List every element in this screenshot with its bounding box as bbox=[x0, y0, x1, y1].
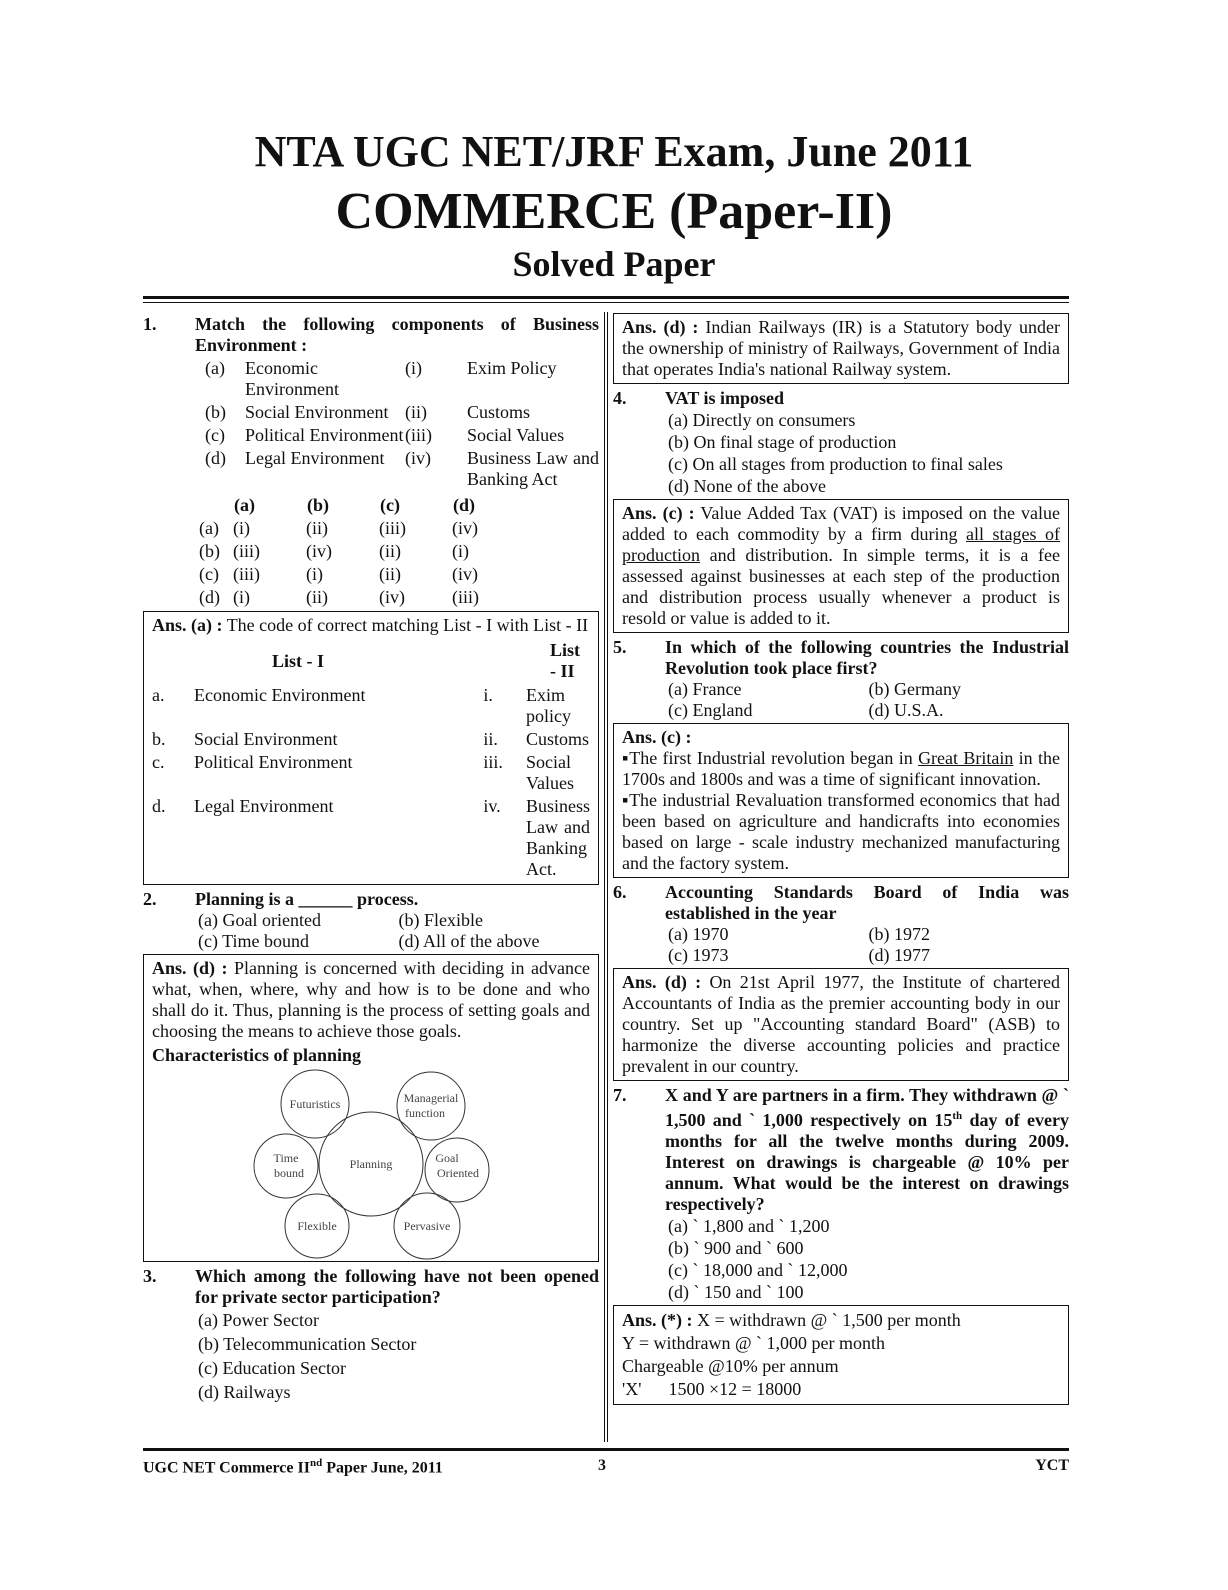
question-number: 6. bbox=[613, 882, 627, 902]
svg-text:Oriented: Oriented bbox=[437, 1166, 479, 1180]
answer-codes-table: (a) (b) (c) (d) (a) (i) (ii) (iii) (iv) (b) (iii) (iv) (ii) (i) (c) (iii) (i) (ii) (iv) (d) (i) (ii) (iv) (iii) bbox=[199, 494, 525, 609]
question-6 bbox=[613, 882, 1069, 924]
question-number: 4. bbox=[613, 388, 627, 408]
option: (c) ` 18,000 and ` 12,000 bbox=[668, 1260, 848, 1280]
code-row: (a) (i) (ii) (iii) (iv) bbox=[199, 518, 478, 538]
bullet-point: ▪ The industrial Revaluation transformed economics that had been based on agriculture and handicrafts into economies based on large - scale industry mechanized manufacturing and the factory system. bbox=[622, 790, 1060, 874]
question-number: 5. bbox=[613, 637, 627, 657]
code-row: (d) (i) (ii) (iv) (iii) bbox=[199, 587, 479, 607]
option: (b) Germany bbox=[868, 679, 961, 699]
answer-box-4: Ans. (c) : Value Added Tax (VAT) is imposed on the value added to each commodity by a firm during all stages of production and distribution. In simple terms, it is a fee assessed against businesses at each step of the production and distribution process usually whenever a product is resold or value is added to it. bbox=[613, 499, 1069, 633]
answer-text: Planning is concerned with deciding in advance what, when, where, why and how is to be done and who shall do it. Thus, planning is the process of setting goals and choosing the means to achieve those goals. bbox=[152, 958, 590, 1041]
question-3 bbox=[143, 1266, 599, 1308]
question-text: Accounting Standards Board of India was established in the year bbox=[665, 882, 1069, 923]
list-row: c. Political Environment iii. Social Values bbox=[152, 752, 574, 793]
answer-label: Ans. (d) : bbox=[622, 317, 699, 337]
answer-box-6 bbox=[613, 968, 1069, 1081]
answer-box-1 bbox=[143, 611, 599, 885]
match-row: (b) Social Environment (ii) Customs bbox=[205, 402, 531, 422]
left-column bbox=[143, 312, 599, 1404]
answer-text: On 21st April 1977, the Institute of chartered Accountants of India as the premier accounting body in our country. Set up "Accounting standard Board" (ASB) to harmonize the diverse accounting policies and practice prevalent in our country. bbox=[622, 972, 1060, 1076]
column-separator bbox=[604, 312, 608, 1442]
answer-box-2 bbox=[143, 954, 599, 1262]
answer-label: Ans. (c) : bbox=[622, 503, 695, 523]
options-q5 bbox=[668, 679, 1069, 721]
characteristics-heading: Characteristics of planning bbox=[152, 1045, 361, 1065]
right-column bbox=[613, 312, 1069, 1409]
list-row: b. Social Environment ii. Customs bbox=[152, 729, 590, 749]
match-row: (c) Political Environment (iii) Social Values bbox=[205, 425, 565, 445]
answer-text: The code of correct matching List - I with List - II bbox=[226, 615, 589, 635]
question-2 bbox=[143, 889, 599, 910]
bullet-point: ▪ The first Industrial revolution began in Great Britain in the 1700s and 1800s and was a time of significant innovation. bbox=[622, 748, 1060, 790]
question-7 bbox=[613, 1085, 1069, 1215]
options-q7 bbox=[668, 1215, 1069, 1303]
svg-text:Flexible: Flexible bbox=[297, 1219, 337, 1233]
option: (a) 1970 bbox=[668, 924, 729, 944]
option: (b) Flexible bbox=[398, 910, 483, 930]
svg-text:Goal: Goal bbox=[435, 1151, 459, 1165]
option: (a) Directly on consumers bbox=[668, 410, 856, 430]
match-row: (d) Legal Environment (iv) Business Law and Banking Act bbox=[205, 448, 599, 489]
header-rule-thin bbox=[143, 302, 1069, 303]
match-pairs bbox=[143, 358, 599, 490]
svg-text:function: function bbox=[405, 1106, 445, 1120]
header-rule bbox=[143, 296, 1069, 299]
question-text: Which among the following have not been opened for private sector participation? bbox=[195, 1266, 599, 1307]
option: (c) England bbox=[668, 700, 753, 720]
paper-subtitle: Solved Paper bbox=[512, 244, 716, 284]
page-footer bbox=[143, 1457, 1069, 1477]
option: (a) Power Sector bbox=[198, 1310, 319, 1330]
center-label: Planning bbox=[349, 1157, 393, 1171]
option: (b) Telecommunication Sector bbox=[198, 1334, 417, 1354]
answer-box-5 bbox=[613, 723, 1069, 878]
options-q2 bbox=[198, 910, 599, 952]
code-row: (b) (iii) (iv) (ii) (i) bbox=[199, 541, 469, 561]
answer-label: Ans. (d) : bbox=[622, 972, 702, 992]
answer-box-7: Ans. (*) : X = withdrawn @ ` 1,500 per month Y = withdrawn @ ` 1,000 per month Chargeable @10% per annum 'X' 1500 ×12 = 18000 bbox=[613, 1305, 1069, 1405]
question-number: 3. bbox=[143, 1266, 157, 1286]
code-row: (c) (iii) (i) (ii) (iv) bbox=[199, 564, 478, 584]
answer-label: Ans. (d) : bbox=[152, 958, 228, 978]
page-number: 3 bbox=[598, 1457, 606, 1474]
exam-title: NTA UGC NET/JRF Exam, June 2011 bbox=[254, 127, 974, 176]
footer-rule bbox=[143, 1448, 1069, 1451]
option: (c) Education Sector bbox=[198, 1358, 346, 1378]
option: (a) ` 1,800 and ` 1,200 bbox=[668, 1216, 830, 1236]
svg-text:Futuristics: Futuristics bbox=[289, 1097, 341, 1111]
answer-label: Ans. (a) : bbox=[152, 615, 223, 635]
footer-left: UGC NET Commerce IInd Paper June, 2011 bbox=[143, 1457, 443, 1477]
planning-diagram bbox=[271, 1068, 479, 1258]
question-text: Planning is a ______ process. bbox=[195, 889, 419, 909]
options-q4 bbox=[668, 409, 1069, 497]
option: (c) 1973 bbox=[668, 945, 729, 965]
question-text: VAT is imposed bbox=[665, 388, 785, 408]
option: (d) ` 150 and ` 100 bbox=[668, 1282, 804, 1302]
list-row: a. Economic Environment i. Exim policy bbox=[152, 685, 571, 726]
footer-publisher: YCT bbox=[1035, 1457, 1069, 1474]
question-text: X and Y are partners in a firm. They withdrawn @ ` 1,500 and ` 1,000 respectively on 15th day of every months for all the twelve months during 2009. Interest on drawings is chargeable @ 10% per annum. What would be the interest on drawings respectively? bbox=[665, 1085, 1069, 1214]
subject-title: COMMERCE (Paper-II) bbox=[335, 183, 893, 240]
answer-label: Ans. (c) : bbox=[622, 727, 692, 747]
option: (c) Time bound bbox=[198, 931, 310, 951]
question-text: Match the following components of Business Environment : bbox=[195, 314, 599, 355]
svg-text:bound: bound bbox=[274, 1166, 304, 1180]
question-number: 7. bbox=[613, 1085, 627, 1105]
option: (d) None of the above bbox=[668, 476, 826, 496]
question-text: In which of the following countries the Industrial Revolution took place first? bbox=[665, 637, 1069, 678]
option: (b) 1972 bbox=[868, 924, 930, 944]
option: (d) All of the above bbox=[398, 931, 540, 951]
question-number: 1. bbox=[143, 314, 157, 334]
answer-text: Indian Railways (IR) is a Statutory body under the ownership of ministry of Railways, Government of India that operates India's national Railway system. bbox=[622, 317, 1060, 379]
match-row: (a) Economic Environment (i) Exim Policy bbox=[205, 358, 557, 399]
option: (d) U.S.A. bbox=[868, 700, 944, 720]
option: (a) France bbox=[668, 679, 742, 699]
options-q3 bbox=[198, 1308, 599, 1404]
svg-text:Pervasive: Pervasive bbox=[403, 1219, 451, 1233]
question-4 bbox=[613, 388, 1069, 409]
option: (c) On all stages from production to final sales bbox=[668, 454, 1003, 474]
option: (a) Goal oriented bbox=[198, 910, 321, 930]
options-q6 bbox=[668, 924, 1069, 966]
question-number: 2. bbox=[143, 889, 157, 909]
option: (d) Railways bbox=[198, 1382, 291, 1402]
list-row: d. Legal Environment iv. Business Law and Banking Act. bbox=[152, 796, 590, 879]
svg-text:Time: Time bbox=[273, 1151, 299, 1165]
option: (d) 1977 bbox=[868, 945, 930, 965]
question-1 bbox=[143, 314, 599, 356]
question-5 bbox=[613, 637, 1069, 679]
answer-box-3 bbox=[613, 313, 1069, 384]
option: (b) ` 900 and ` 600 bbox=[668, 1238, 804, 1258]
answer-label: Ans. (*) : bbox=[622, 1310, 693, 1330]
option: (b) On final stage of production bbox=[668, 432, 897, 452]
svg-text:Managerial: Managerial bbox=[403, 1091, 459, 1105]
matching-list-table: List - I List - II a. Economic Environment i. Exim policy b. Social Environment ii. Customs c. Political Environment iii. Social Values d. Legal Environment iv. Business Law and Banking Act. bbox=[152, 640, 590, 879]
